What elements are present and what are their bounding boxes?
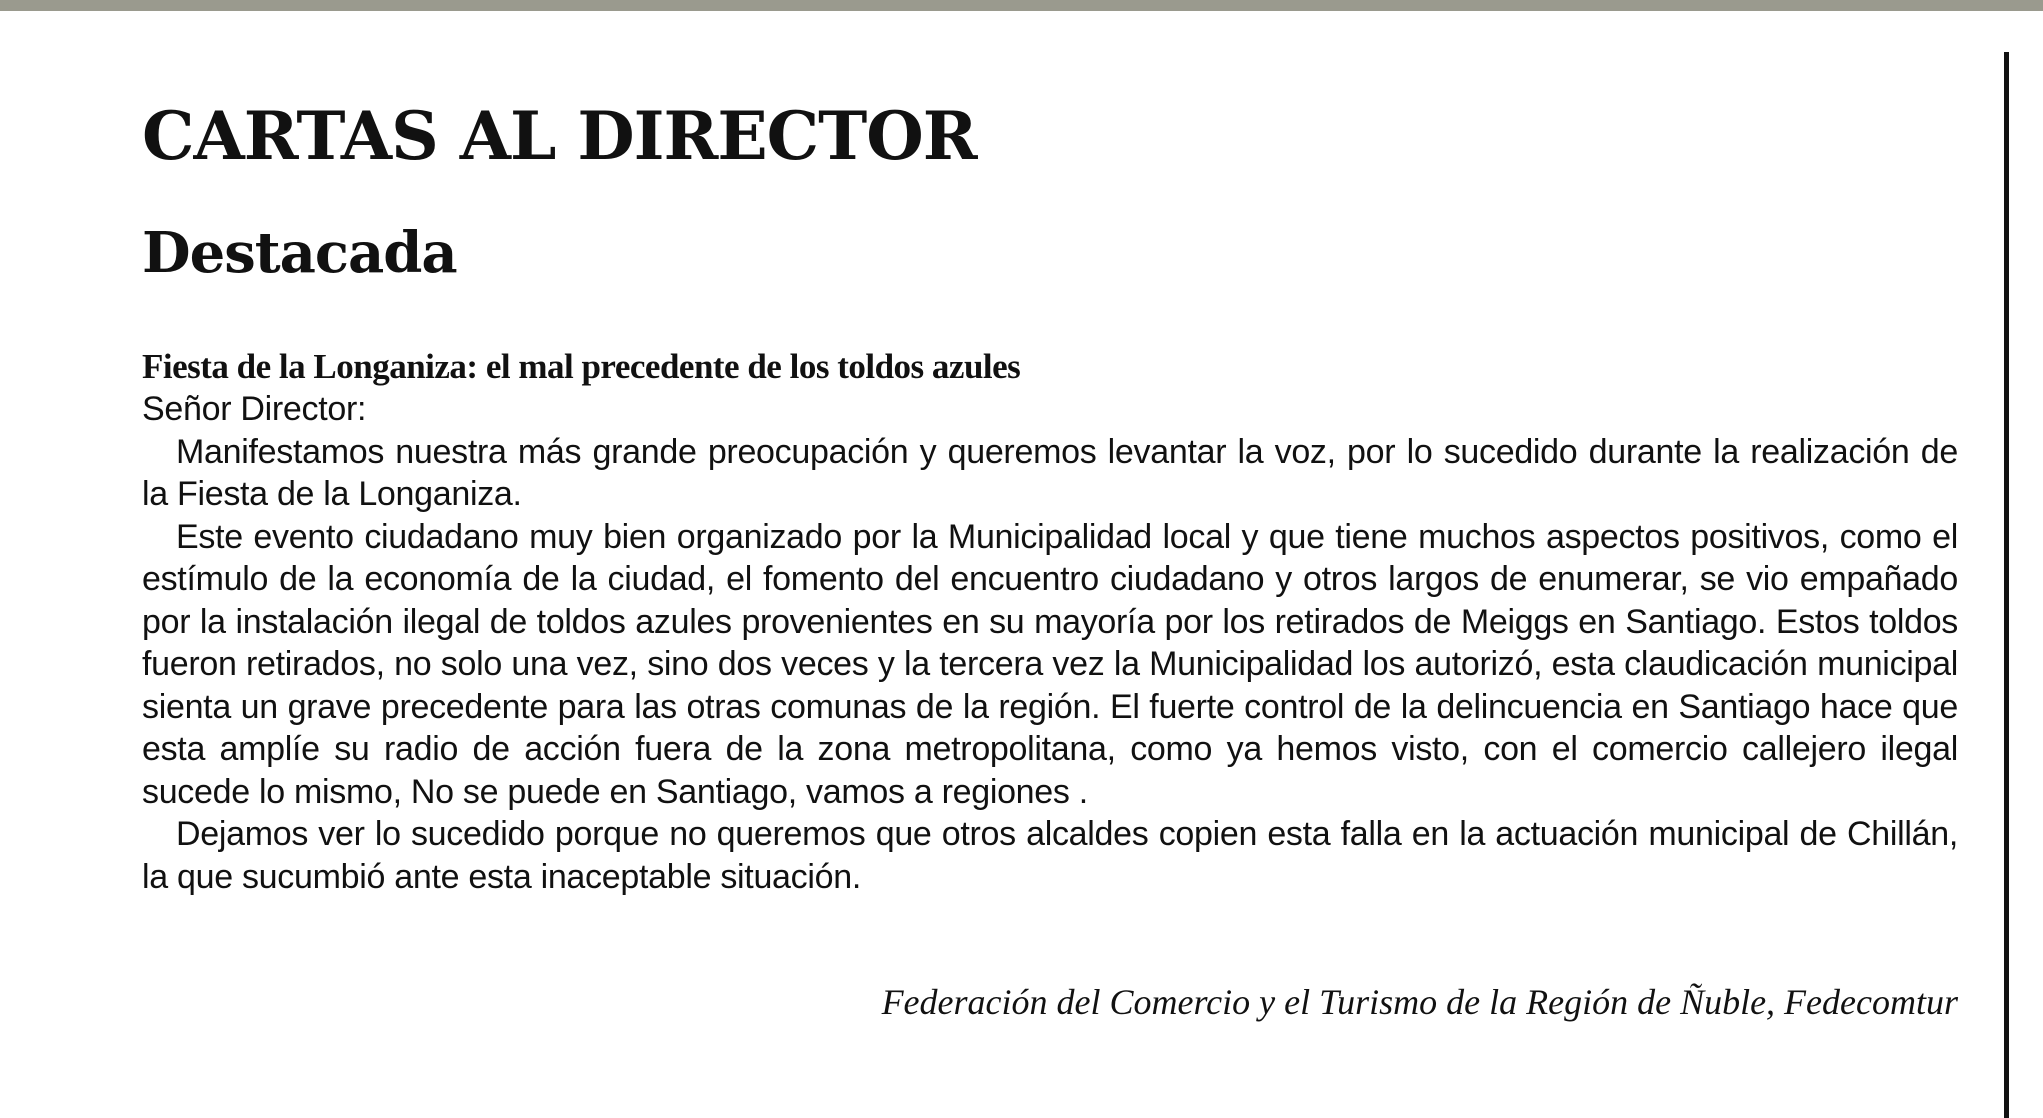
letters-column — [142, 96, 1958, 1024]
section-title: CARTAS AL DIRECTOR — [142, 97, 977, 175]
letter-paragraph: Dejamos ver lo sucedido porque no queremos que otros alcaldes copien esta falla en la actuación municipal de Chillán, la que sucumbió ante esta inaceptable situación. — [142, 815, 1958, 896]
letter-paragraph: Este evento ciudadano muy bien organizado por la Municipalidad local y que tiene muchos aspectos positivos, como el estímulo de la economía de la ciudad, el fomento del encuentro ciudadano y otros largos de enumerar, se vio empañado por la instalación ilegal de toldos azules provenientes en su mayoría por los retirados de Meiggs en Santiago. Estos toldos fueron retirados, no solo una vez, sino dos veces y la tercera vez la Municipalidad los autorizó, esta claudicación municipal sienta un grave precedente para las otras comunas de la región. El fuerte control de la delincuencia en Santiago hace que esta amplíe su radio de acción fuera de la zona metropolitana, como ya hemos visto, con el comercio callejero ilegal sucede lo mismo, No se puede en Santiago, vamos a regiones . — [142, 517, 1958, 811]
letter-signature: Federación del Comercio y el Turismo de la Región de Ñuble, Fedecomtur — [881, 982, 1958, 1022]
letter-salutation: Señor Director: — [142, 390, 367, 428]
letter-paragraph: Manifestamos nuestra más grande preocupación y queremos levantar la voz, por lo sucedido durante la realización de la Fiesta de la Longaniza. — [142, 432, 1958, 513]
column-rule — [2004, 52, 2009, 1118]
top-rule — [0, 0, 2043, 11]
letter — [142, 346, 1958, 1024]
subsection-title: Destacada — [142, 220, 457, 286]
letter-title: Fiesta de la Longaniza: el mal precedente de los toldos azules — [142, 347, 1021, 386]
